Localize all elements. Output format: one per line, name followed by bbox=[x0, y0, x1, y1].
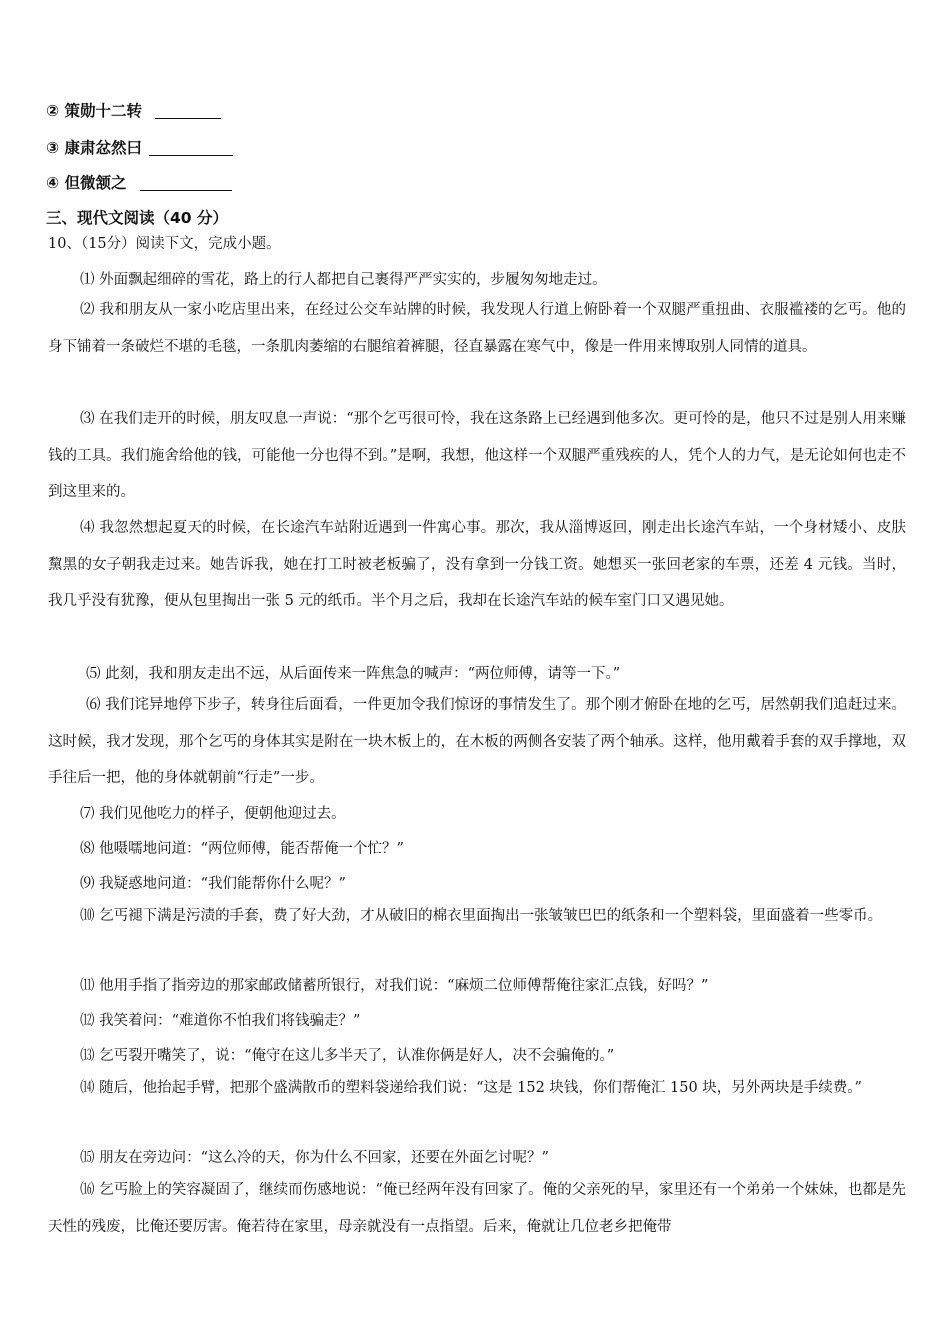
question-2 bbox=[46, 101, 221, 121]
paragraph-5: ⑸ 此刻，我和朋友走出不远，从后面传来一阵焦急的喊声：“两位师傅，请等一下。” bbox=[86, 666, 621, 682]
answer-blank-2[interactable] bbox=[155, 102, 221, 119]
paragraph-7: ⑺ 我们见他吃力的样子，便朝他迎过去。 bbox=[80, 806, 346, 822]
question-4-label: ④ 但微颔之 bbox=[46, 174, 127, 192]
paragraph-4: ⑷ 我忽然想起夏天的时候，在长途汽车站附近遇到一件寓心事。那次，我从淄博返回，刚走出长途汽车站，一个身材矮小、皮肤黧黑的女子朝我走过来。她告诉我，她在打工时被老板骗了，没有拿到一分钱工资。她想买一张回老家的车票，还差 4 元钱。当时，我几乎没有犹豫，便从包里掏出一张 5 元的纸币。半个月之后，我却在长途汽车站的候车室门口又遇见她。 bbox=[48, 520, 906, 610]
paragraph-9: ⑼ 我疑惑地问道：“我们能帮你什么呢？” bbox=[80, 876, 346, 892]
paragraph-6: ⑹ 我们诧异地停下步子，转身往后面看，一件更加令我们惊讶的事情发生了。那个刚才俯卧在地的乞丐，居然朝我们追赶过来。这时候，我才发现，那个乞丐的身体其实是附在一块木板上的，在木板的两侧各安装了两个轴承。这样，他用戴着手套的双手撑地，双手往后一把，他的身体就朝前“行走”一步。 bbox=[48, 697, 906, 787]
question-3 bbox=[46, 138, 233, 158]
paragraph-12: ⑿ 我笑着问：“难道你不怕我们将钱骗走？” bbox=[80, 1013, 361, 1029]
paragraph-10: ⑽ 乞丐褪下满是污渍的手套，费了好大劲，才从破旧的棉衣里面掏出一张皱皱巴巴的纸条和一个塑料袋，里面盛着一些零币。 bbox=[80, 908, 883, 924]
paragraph-16: ⒃ 乞丐脸上的笑容凝固了，继续而伤感地说：“俺已经两年没有回家了。俺的父亲死的早，家里还有一个弟弟一个妹妹，也都是先天性的残废，比俺还要厉害。俺若待在家里，母亲就没有一点指望。后来，俺就让几位老乡把俺带 bbox=[48, 1182, 906, 1235]
paragraph-14: ⒁ 随后，他抬起手臂，把那个盛满散币的塑料袋递给我们说：“这是 152 块钱，你们帮俺汇 150 块，另外两块是手续费。” bbox=[80, 1080, 862, 1096]
paragraph-8: ⑻ 他嗫嚅地问道：“两位师傅，能否帮俺一个忙？” bbox=[80, 841, 404, 857]
question-2-label: ② 策勋十二转 bbox=[46, 102, 143, 120]
paragraph-13: ⒀ 乞丐裂开嘴笑了，说：“俺守在这儿多半天了，认准你俩是好人，决不会骗俺的。” bbox=[80, 1048, 615, 1064]
paragraph-3: ⑶ 在我们走开的时候，朋友叹息一声说：“那个乞丐很可怜，我在这条路上已经遇到他多次。更可怜的是，他只不过是别人用来赚钱的工具。我们施舍给他的钱，可能他一分也得不到。”是啊，我想，他这样一个双腿严重残疾的人，凭个人的力气，是无论如何也走不到这里来的。 bbox=[48, 411, 906, 501]
question-4 bbox=[46, 173, 232, 193]
paragraph-11: ⑾ 他用手指了指旁边的那家邮政储蓄所银行，对我们说：“麻烦二位师傅帮俺往家汇点钱，好吗？” bbox=[80, 978, 709, 994]
question-3-label: ③ 康肃忿然曰 bbox=[46, 139, 143, 157]
answer-blank-4[interactable] bbox=[140, 174, 232, 191]
question-intro: 10、（15分）阅读下文，完成小题。 bbox=[48, 236, 281, 252]
section-title: 三、现代文阅读（40 分） bbox=[46, 209, 228, 227]
paragraph-15: ⒂ 朋友在旁边问：“这么冷的天，你为什么不回家，还要在外面乞讨呢？” bbox=[80, 1150, 549, 1166]
paragraph-1: ⑴ 外面飘起细碎的雪花，路上的行人都把自己裹得严严实实的，步履匆匆地走过。 bbox=[80, 272, 607, 288]
answer-blank-3[interactable] bbox=[149, 139, 233, 156]
paragraph-2: ⑵ 我和朋友从一家小吃店里出来，在经过公交车站牌的时候，我发现人行道上俯卧着一个双腿严重扭曲、衣服褴褛的乞丐。他的身下铺着一条破烂不堪的毛毯，一条肌肉萎缩的右腿绾着裤腿，径直暴露在寒气中，像是一件用来博取别人同情的道具。 bbox=[48, 302, 906, 355]
